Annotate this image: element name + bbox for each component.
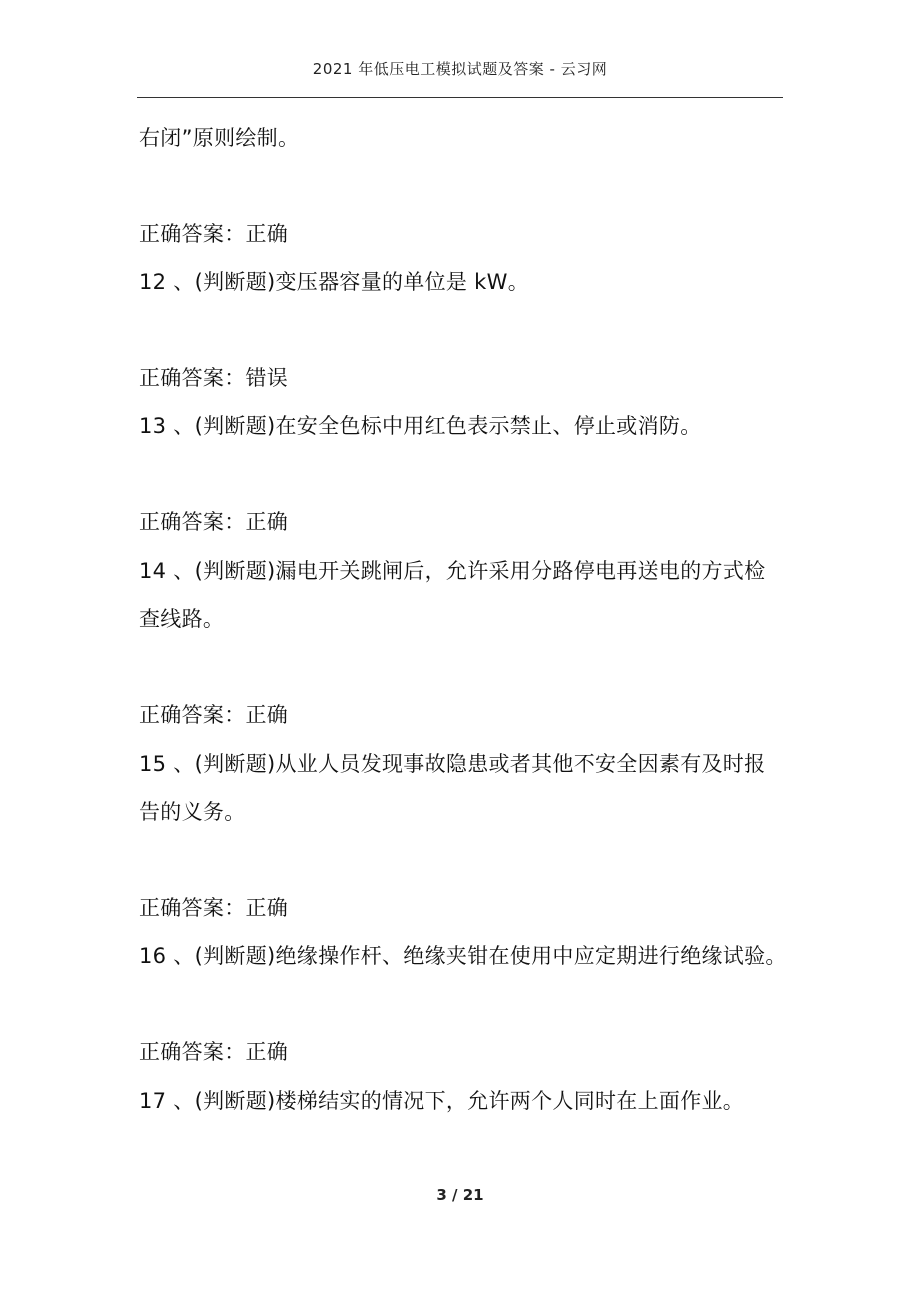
question-text: 楼梯结实的情况下，允许两个人同时在上面作业。 xyxy=(275,1089,745,1113)
answer-value: 正确 xyxy=(245,510,289,534)
question-number: 16 xyxy=(139,944,167,968)
answer-value: 正确 xyxy=(245,222,289,246)
page-header: 2021 年低压电工模拟试题及答案 - 云习网 xyxy=(312,60,608,78)
question-13: 13 、(判断题)在安全色标中用红色表示禁止、停止或消防。 xyxy=(139,414,702,438)
answer-line xyxy=(139,1038,288,1066)
question-text: 绝缘操作杆、绝缘夹钳在使用中应定期进行绝缘试验。 xyxy=(275,944,787,968)
answer-value: 正确 xyxy=(245,896,289,920)
question-16: 16 、(判断题)绝缘操作杆、绝缘夹钳在使用中应定期进行绝缘试验。 xyxy=(139,944,787,968)
header-divider xyxy=(137,97,783,98)
question-15-continuation: 告的义务。 xyxy=(139,800,246,824)
answer-prefix: 正确答案： xyxy=(139,703,246,727)
question-number: 13 xyxy=(139,414,167,438)
continuation-text: 右闭”原则绘制。 xyxy=(139,126,300,150)
answer-value: 错误 xyxy=(245,366,289,390)
question-number: 15 xyxy=(139,752,167,776)
answer-line xyxy=(139,220,288,248)
answer-prefix: 正确答案： xyxy=(139,1040,246,1064)
answer-line xyxy=(139,364,288,392)
answer-prefix: 正确答案： xyxy=(139,510,246,534)
question-type: (判断题) xyxy=(194,414,276,438)
question-type: (判断题) xyxy=(194,944,276,968)
answer-prefix: 正确答案： xyxy=(139,366,246,390)
answer-value: 正确 xyxy=(245,1040,289,1064)
answer-prefix: 正确答案： xyxy=(139,222,246,246)
question-14: 14 、(判断题)漏电开关跳闸后，允许采用分路停电再送电的方式检 xyxy=(139,559,766,583)
question-12: 12 、(判断题)变压器容量的单位是 kW。 xyxy=(139,270,529,294)
question-type: (判断题) xyxy=(194,752,276,776)
question-14-continuation: 查线路。 xyxy=(139,607,225,631)
answer-prefix: 正确答案： xyxy=(139,896,246,920)
question-17: 17 、(判断题)楼梯结实的情况下，允许两个人同时在上面作业。 xyxy=(139,1089,745,1113)
answer-line xyxy=(139,894,288,922)
answer-value: 正确 xyxy=(245,703,289,727)
question-text: 在安全色标中用红色表示禁止、停止或消防。 xyxy=(275,414,702,438)
question-type: (判断题) xyxy=(194,1089,276,1113)
answer-line xyxy=(139,701,288,729)
question-type: (判断题) xyxy=(194,270,276,294)
question-15: 15 、(判断题)从业人员发现事故隐患或者其他不安全因素有及时报 xyxy=(139,752,766,776)
question-text: 变压器容量的单位是 kW。 xyxy=(275,270,529,294)
answer-line xyxy=(139,508,288,536)
question-text: 漏电开关跳闸后，允许采用分路停电再送电的方式检 xyxy=(275,559,766,583)
question-number: 14 xyxy=(139,559,167,583)
question-number: 17 xyxy=(139,1089,167,1113)
question-number: 12 xyxy=(139,270,167,294)
question-type: (判断题) xyxy=(194,559,276,583)
page-number: 3 / 21 xyxy=(436,1186,484,1204)
question-text: 从业人员发现事故隐患或者其他不安全因素有及时报 xyxy=(275,752,766,776)
